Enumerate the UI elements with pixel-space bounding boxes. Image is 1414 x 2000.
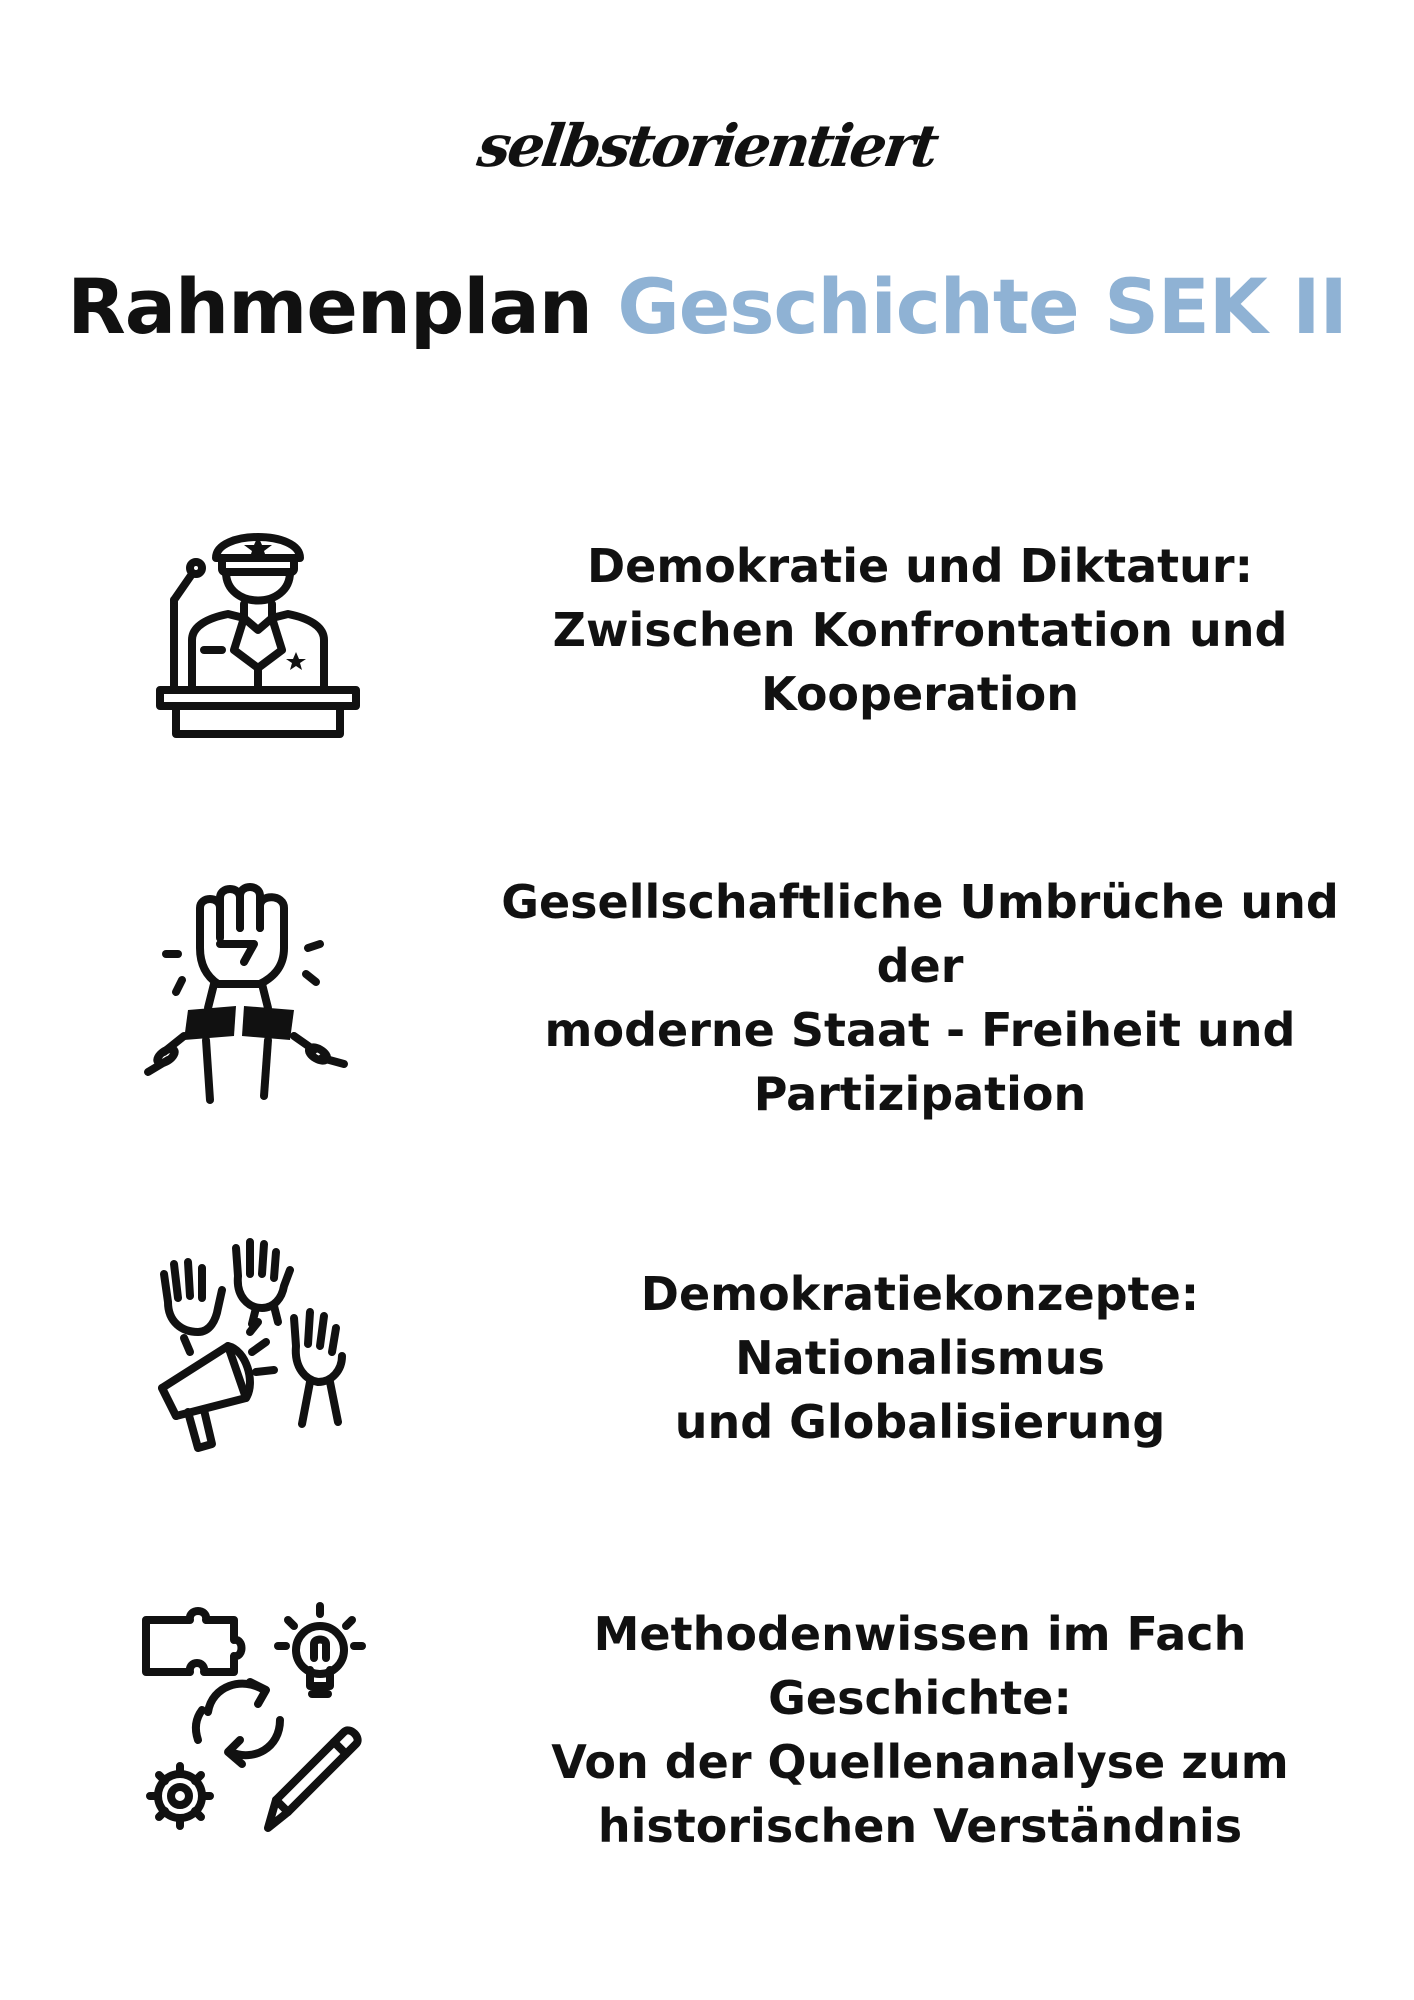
topic-line: Partizipation — [753, 1067, 1087, 1121]
topic-line: Demokratie und Diktatur: — [586, 539, 1254, 593]
title-main: Rahmenplan — [67, 262, 592, 351]
brand-logo: selbstorientiert — [473, 112, 941, 180]
topic-item-method-knowledge — [0, 1600, 1414, 1860]
title-accent: Geschichte SEK II — [617, 262, 1347, 351]
topic-line: Kooperation — [760, 667, 1079, 721]
topic-item-democracy-concepts — [0, 1228, 1414, 1488]
topic-title — [470, 870, 1370, 1126]
topic-line: moderne Staat - Freiheit und — [544, 1003, 1296, 1057]
topic-line: Methodenwissen im Fach Geschichte: — [593, 1607, 1247, 1725]
topic-item-democracy-dictatorship — [0, 500, 1414, 760]
raised-hands-megaphone-icon — [138, 1228, 378, 1478]
topic-line: Demokratiekonzepte: Nationalismus — [640, 1267, 1200, 1385]
fist-broken-chains-icon — [138, 868, 378, 1118]
topic-line: historischen Verständnis — [597, 1799, 1243, 1853]
topic-title — [470, 534, 1370, 726]
topic-item-social-upheaval — [0, 868, 1414, 1128]
topic-title — [470, 1262, 1370, 1454]
military-speaker-icon — [138, 500, 378, 750]
topic-line: Gesellschaftliche Umbrüche und der — [501, 875, 1339, 993]
topic-line: und Globalisierung — [674, 1395, 1166, 1449]
topic-line: Von der Quellenanalyse zum — [551, 1735, 1289, 1789]
topic-line: Zwischen Konfrontation und — [552, 603, 1288, 657]
page-title — [0, 262, 1414, 351]
topic-title — [470, 1602, 1370, 1858]
method-puzzle-bulb-gear-icon — [138, 1600, 378, 1850]
